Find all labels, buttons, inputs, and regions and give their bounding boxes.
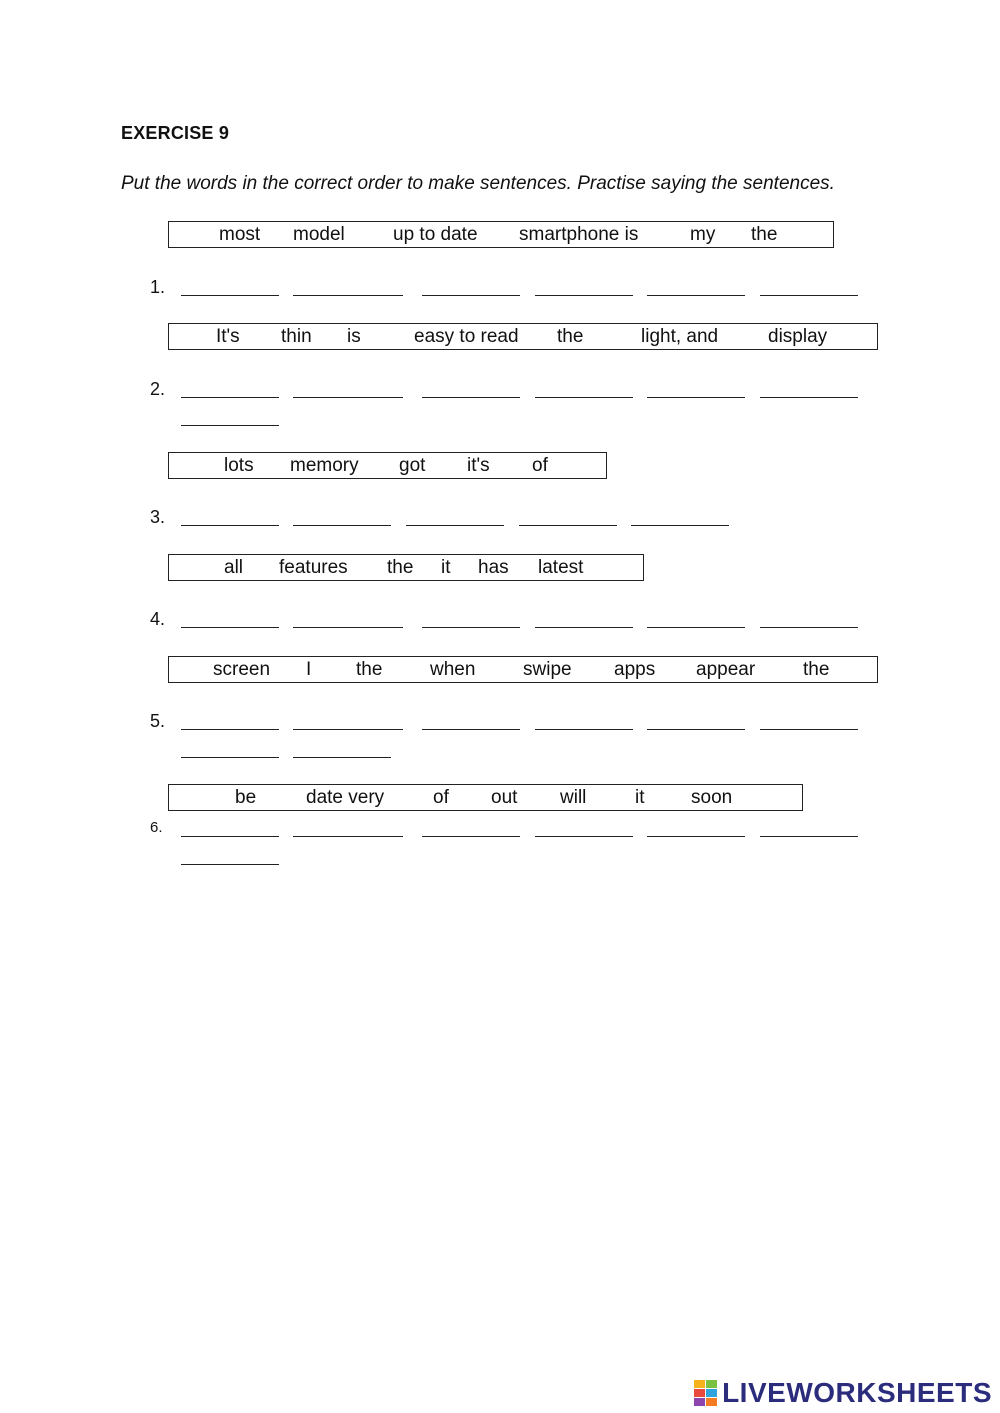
answer-blank[interactable] [406,525,504,526]
answer-blank[interactable] [535,295,633,296]
word-chip: all [224,557,244,578]
word-chip: it's [467,455,490,476]
answer-blank[interactable] [519,525,617,526]
answer-blank[interactable] [181,836,279,837]
answer-blank[interactable] [293,729,403,730]
word-chip: swipe [523,659,572,680]
answer-blank[interactable] [293,627,403,628]
word-chip: got [399,455,426,476]
word-chip: the [803,659,830,680]
exercise-number: 5. [150,711,166,731]
word-chip: thin [281,326,312,347]
instructions: Put the words in the correct order to make sentences. Practise saying the sentences. [121,173,835,194]
word-chip: soon [691,787,733,808]
answer-blank[interactable] [760,627,858,628]
answer-blank[interactable] [647,627,745,628]
word-chip: display [768,326,828,347]
exercise-number: 3. [150,507,166,527]
word-chip: easy to read [414,326,519,347]
answer-blank[interactable] [293,295,403,296]
word-chip: of [433,787,449,808]
answer-blank[interactable] [293,757,391,758]
liveworksheets-logo-icon [694,1380,718,1406]
answer-blank[interactable] [181,864,279,865]
word-chip: I [306,659,312,680]
word-chip: will [560,787,587,808]
answer-blank[interactable] [535,627,633,628]
answer-blank[interactable] [181,525,279,526]
answer-blank[interactable] [181,627,279,628]
answer-blank[interactable] [422,295,520,296]
answer-blank[interactable] [181,757,279,758]
answer-blank[interactable] [181,729,279,730]
exercise-number: 4. [150,609,166,629]
answer-blank[interactable] [422,836,520,837]
answer-blank[interactable] [181,295,279,296]
word-box-1 [168,221,834,248]
word-chip: has [478,557,509,578]
answer-blank[interactable] [535,397,633,398]
word-chip: up to date [393,224,478,245]
word-chip: features [279,557,348,578]
answer-blank[interactable] [760,729,858,730]
answer-blank[interactable] [293,525,391,526]
word-chip: my [690,224,716,245]
answer-blank[interactable] [422,627,520,628]
word-chip: out [491,787,518,808]
answer-blank[interactable] [535,836,633,837]
word-chip: model [293,224,345,245]
word-chip: when [430,659,476,680]
word-chip: It's [216,326,240,347]
answer-blank[interactable] [647,397,745,398]
answer-blank[interactable] [760,397,858,398]
word-box-2 [168,323,878,350]
answer-blank[interactable] [535,729,633,730]
answer-blank[interactable] [293,836,403,837]
answer-blank[interactable] [181,397,279,398]
word-box-6 [168,784,803,811]
word-chip: the [356,659,383,680]
word-chip: it [635,787,645,808]
exercise-number: 1. [150,277,166,297]
word-chip: screen [213,659,271,680]
word-chip: be [235,787,257,808]
answer-blank[interactable] [760,295,858,296]
answer-blank[interactable] [647,836,745,837]
exercise-number: 2. [150,379,166,399]
word-chip: is [347,326,361,347]
word-chip: it [441,557,451,578]
word-chip: the [387,557,414,578]
answer-blank[interactable] [181,425,279,426]
answer-blank[interactable] [422,729,520,730]
word-chip: most [219,224,261,245]
answer-blank[interactable] [293,397,403,398]
word-chip: apps [614,659,656,680]
liveworksheets-logo [694,1377,992,1409]
answer-blank[interactable] [647,729,745,730]
word-chip: appear [696,659,756,680]
page-title: EXERCISE 9 [121,123,230,143]
word-chip: of [532,455,548,476]
word-chip: date very [306,787,385,808]
answer-blank[interactable] [422,397,520,398]
word-box-4 [168,554,644,581]
word-chip: memory [290,455,359,476]
word-box-5 [168,656,878,683]
word-chip: lots [224,455,254,476]
word-box-3 [168,452,607,479]
exercise-number: 6. [150,819,163,836]
answer-blank[interactable] [631,525,729,526]
word-chip: latest [538,557,584,578]
word-chip: light, and [641,326,719,347]
word-chip: smartphone is [519,224,639,245]
answer-blank[interactable] [760,836,858,837]
answer-blank[interactable] [647,295,745,296]
brand-name: LIVEWORKSHEETS [722,1377,992,1408]
word-chip: the [751,224,778,245]
word-chip: the [557,326,584,347]
